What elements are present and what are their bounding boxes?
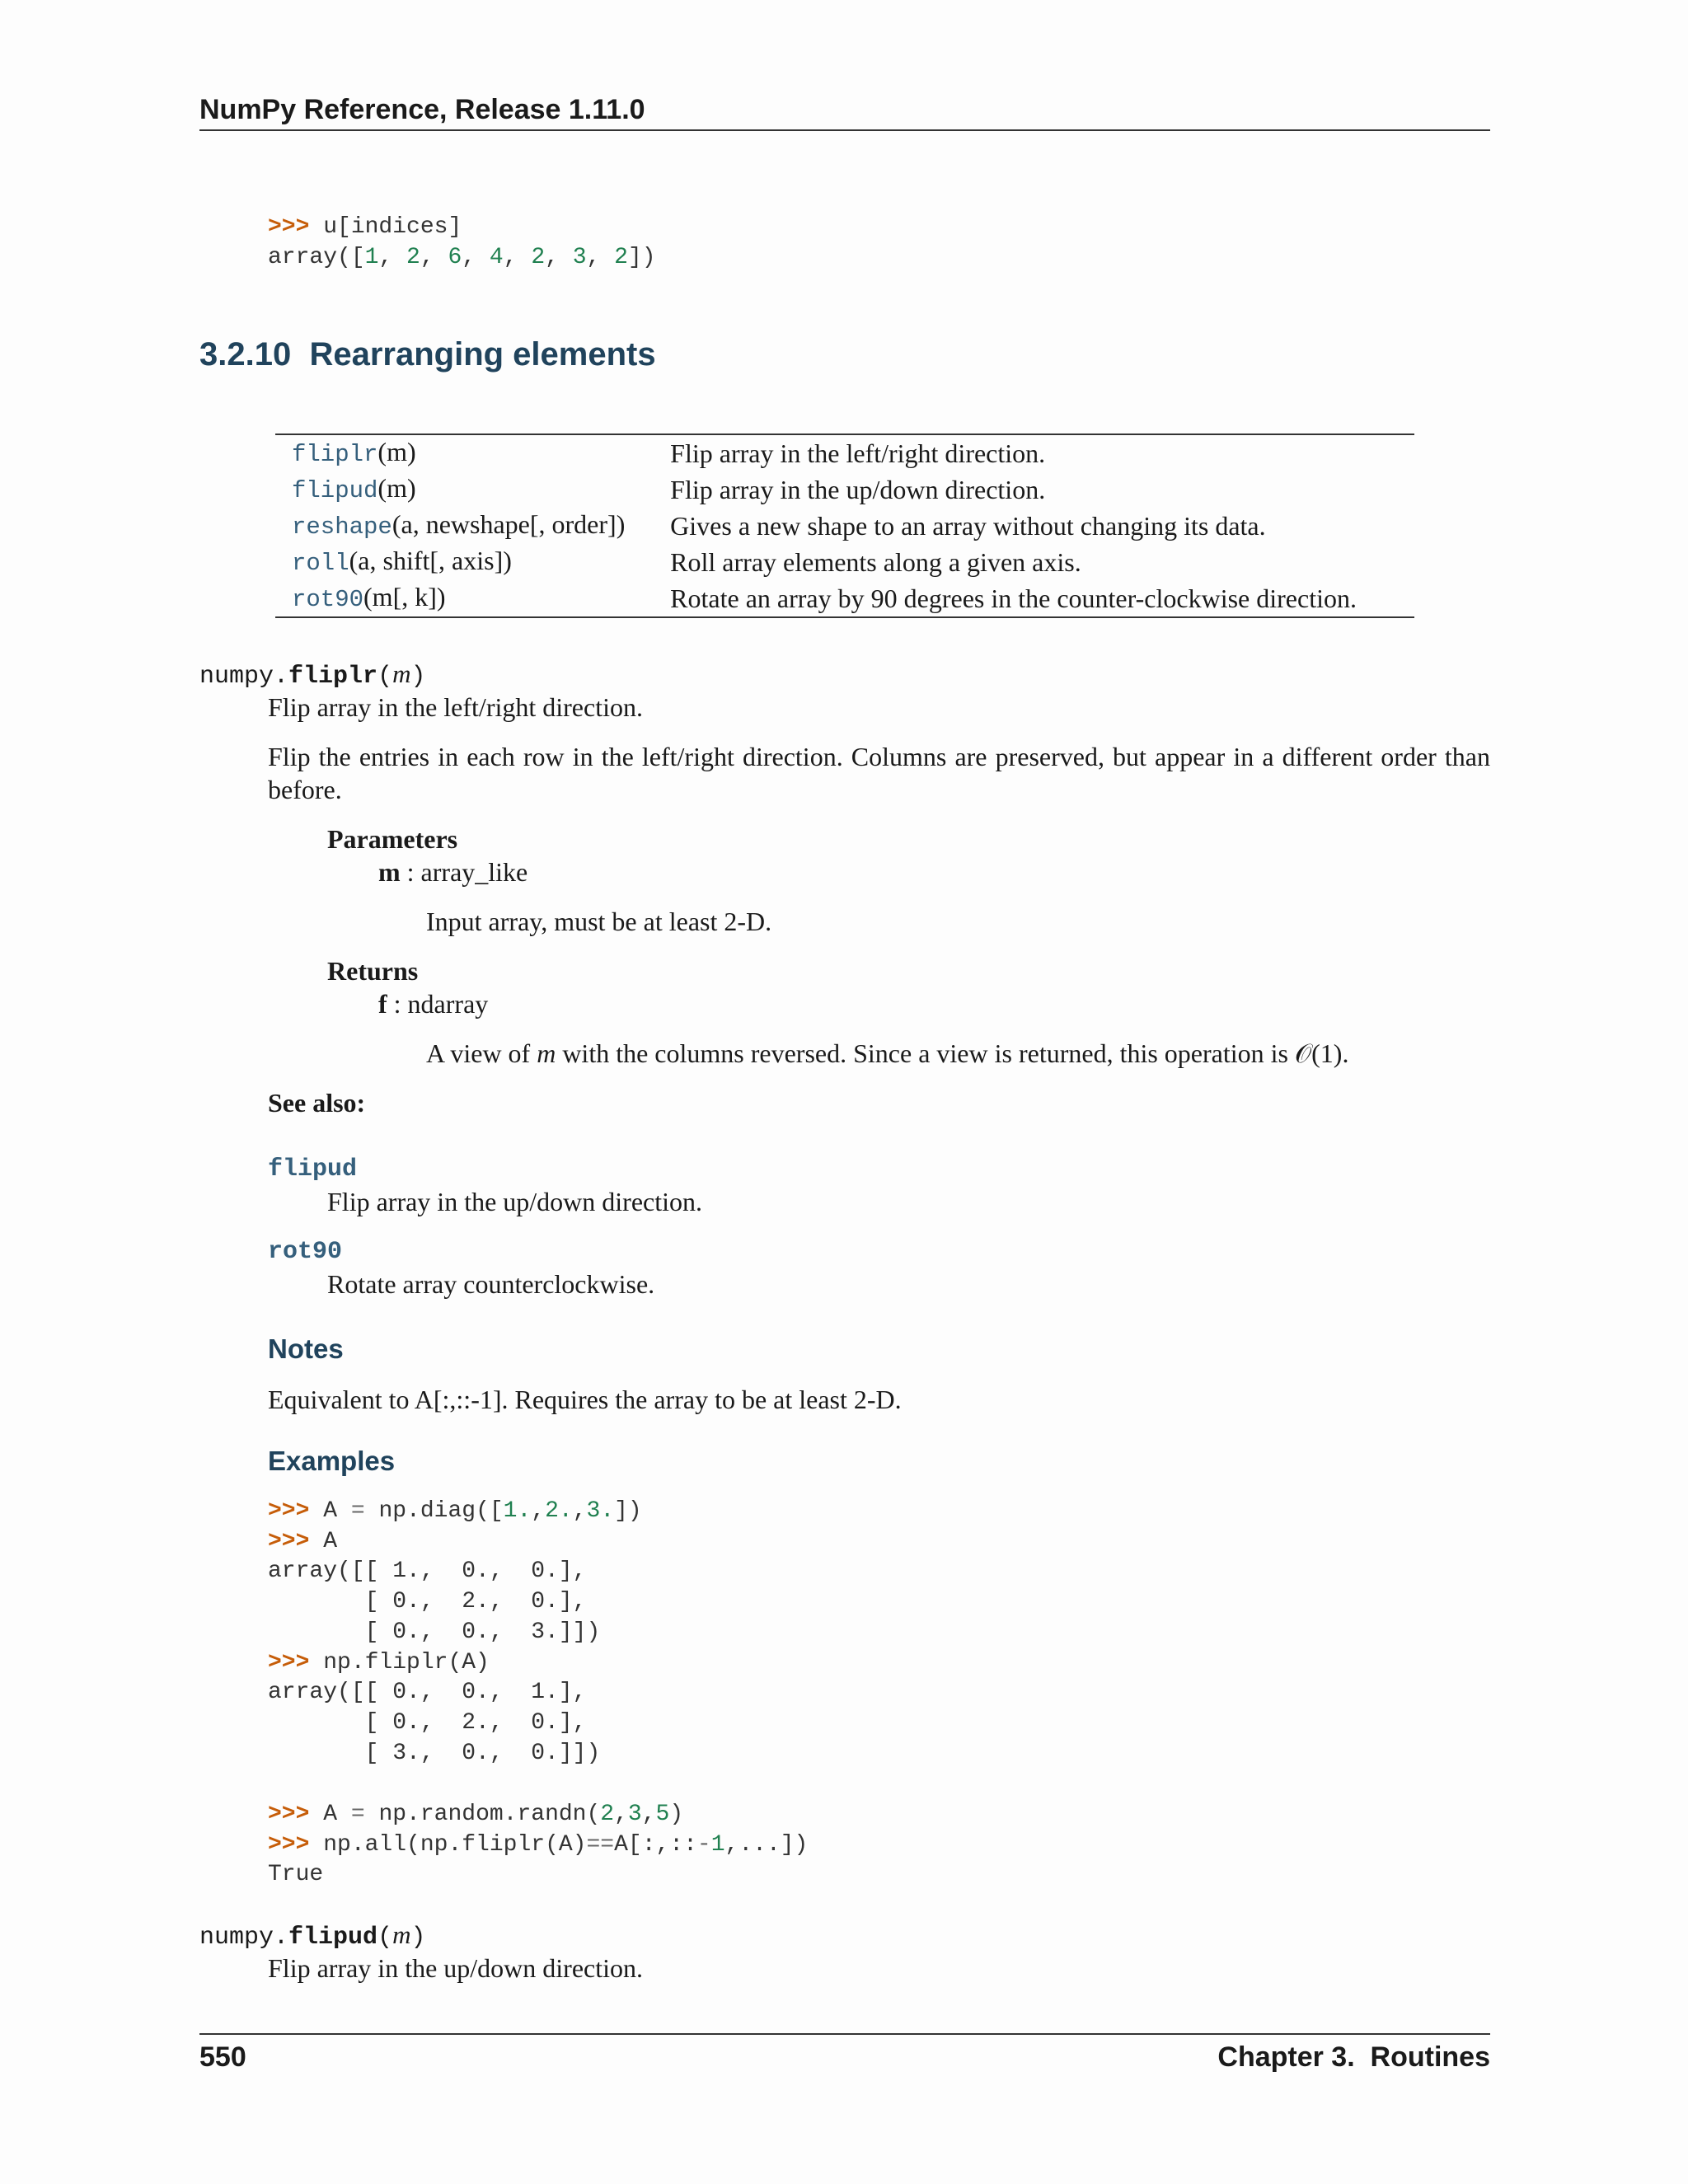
page-number: 550: [199, 2041, 246, 2073]
examples-code-block-2: >>> A = np.random.randn(2,3,5) >>> np.all(np.fliplr(A)==A[:,::-1,...]) True: [268, 1802, 809, 1888]
notes-text: Equivalent to A[:,::-1]. Requires the array to be at least 2-D.: [268, 1385, 902, 1414]
examples-heading: Examples: [268, 1446, 396, 1476]
param-m-desc: Input array, must be at least 2-D.: [426, 907, 772, 936]
return-f: f : ndarray: [378, 989, 489, 1019]
table-row: fliplr(m) Flip array in the left/right direction.: [292, 437, 1046, 468]
link-roll[interactable]: roll: [292, 550, 349, 577]
param-m: m : array_like: [378, 857, 528, 887]
table-row: flipud(m) Flip array in the up/down direction.: [292, 473, 1046, 504]
returns-label: Returns: [327, 956, 419, 986]
link-reshape[interactable]: reshape: [292, 513, 392, 541]
running-header: NumPy Reference, Release 1.11.0: [199, 94, 645, 125]
flipud-summary: Flip array in the up/down direction.: [268, 1953, 644, 1983]
table-row: roll(a, shift[, axis]) Roll array elements along a given axis.: [292, 546, 1081, 577]
code-line: array([1, 2, 6, 4, 2, 3, 2]): [268, 244, 656, 270]
examples-code-block-1: >>> A = np.diag([1.,2.,3.]) >>> A array([[ 1., 0., 0.], [ 0., 2., 0.], [ 0., 0., 3.]]) >>> np.fliplr(A) array([[ 0., 0., 1.], [ 0., 2., 0.], [ 3., 0., 0.]]): [268, 1498, 642, 1766]
table-row: reshape(a, newshape[, order]) Gives a new shape to an array without changing its data.: [292, 509, 1266, 541]
link-fliplr[interactable]: fliplr: [292, 441, 378, 468]
see-also-rot90-link[interactable]: rot90: [268, 1238, 343, 1266]
link-flipud[interactable]: flipud: [292, 477, 378, 504]
see-also-label: See also:: [268, 1088, 366, 1118]
fliplr-signature: numpy.fliplr(m): [199, 659, 426, 691]
summary-table: [275, 434, 1414, 618]
link-rot90[interactable]: rot90: [292, 586, 364, 613]
fliplr-description: Flip the entries in each row in the left/right direction. Columns are preserved, but appear in a different order than before.: [268, 742, 1490, 804]
section-heading: 3.2.10 Rearranging elements: [199, 336, 656, 373]
notes-heading: Notes: [268, 1333, 344, 1364]
flipud-signature: numpy.flipud(m): [199, 1920, 426, 1952]
see-also-rot90-desc: Rotate array counterclockwise.: [327, 1269, 655, 1299]
return-f-desc: A view of m with the columns reversed. Since a view is returned, this operation is 𝒪(1).: [426, 1038, 1349, 1068]
footer-rule: [199, 2033, 1490, 2035]
table-row: rot90(m[, k]) Rotate an array by 90 degrees in the counter-clockwise direction.: [292, 582, 1357, 613]
see-also-flipud-link[interactable]: flipud: [268, 1155, 358, 1183]
code-line: >>> u[indices]: [268, 214, 462, 240]
top-code-block: [268, 213, 656, 273]
see-also-flipud-desc: Flip array in the up/down direction.: [327, 1187, 703, 1216]
fliplr-summary: Flip array in the left/right direction.: [268, 692, 643, 722]
parameters-label: Parameters: [327, 824, 458, 854]
chapter-title: Chapter 3. Routines: [1217, 2041, 1490, 2073]
header-rule: [199, 129, 1490, 131]
